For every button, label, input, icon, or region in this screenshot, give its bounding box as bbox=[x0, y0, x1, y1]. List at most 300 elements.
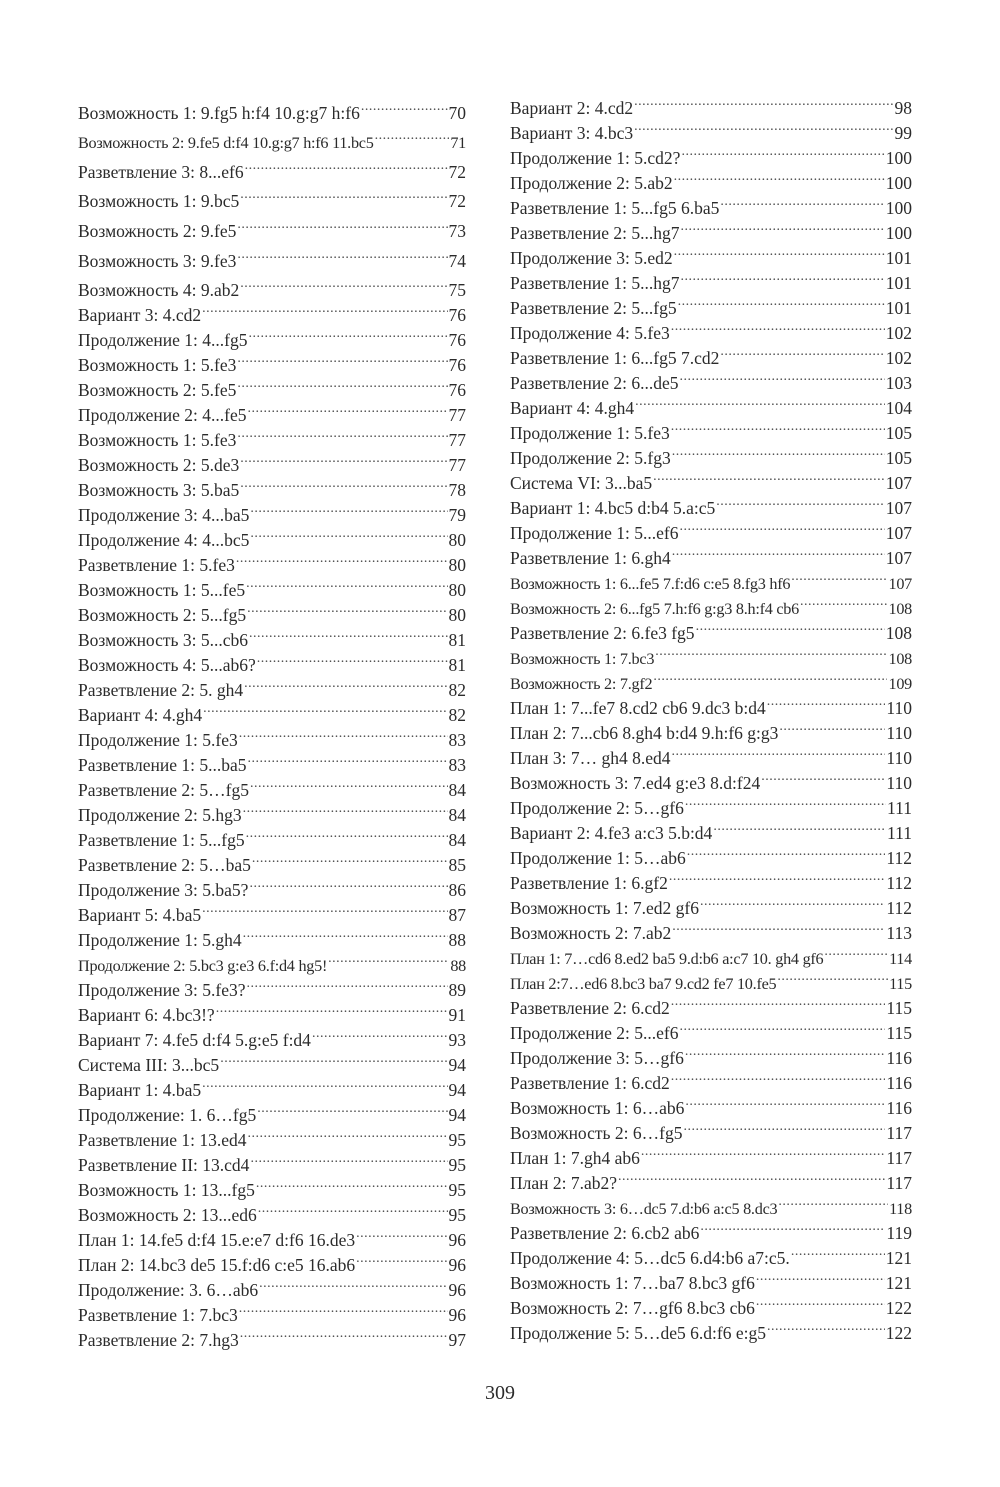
toc-entry-page: 86 bbox=[448, 880, 466, 901]
toc-entry-page: 117 bbox=[886, 1173, 912, 1193]
toc-entry-page: 108 bbox=[888, 600, 912, 618]
toc-entry-page: 96 bbox=[448, 1230, 466, 1251]
toc-entry-title: Возможность 2: 6…fg5 bbox=[510, 1123, 683, 1143]
toc-entry-title: Вариант 1: 4.bc5 d:b4 5.a:c5 bbox=[510, 498, 716, 518]
toc-entry-page: 80 bbox=[448, 555, 466, 576]
toc-leader bbox=[756, 1289, 885, 1314]
toc-entry-page: 98 bbox=[894, 98, 912, 118]
toc-leader bbox=[720, 339, 884, 364]
toc-leader bbox=[244, 671, 447, 696]
toc-entry-title: Продолжение: 3. 6…ab6 bbox=[78, 1280, 259, 1301]
toc-leader bbox=[685, 1039, 886, 1064]
toc-entry-page: 96 bbox=[448, 1305, 466, 1326]
toc-entry-title: Продолжение 1: 5.cd2? bbox=[510, 148, 681, 168]
toc-entry-page: 100 bbox=[885, 223, 912, 243]
toc-entry-title: Вариант 7: 4.fe5 d:f4 5.g:e5 f:d4 bbox=[78, 1030, 311, 1051]
toc-entry-page: 80 bbox=[448, 605, 466, 626]
toc-leader bbox=[716, 489, 885, 514]
toc-leader bbox=[328, 946, 449, 971]
toc-entry-title: Возможность 2: 5.fe5 bbox=[78, 380, 237, 401]
toc-entry-page: 95 bbox=[448, 1180, 466, 1201]
toc-entry-page: 107 bbox=[885, 548, 912, 568]
toc-entry-title: Возможность 1: 7.ed2 gf6 bbox=[510, 898, 699, 918]
toc-entry-title: Возможность 4: 5...ab6? bbox=[78, 655, 256, 676]
toc-leader bbox=[240, 446, 447, 471]
toc-entry-title: Разветвление 1: 5...fg5 bbox=[78, 830, 245, 851]
toc-entry-page: 110 bbox=[886, 773, 912, 793]
toc-leader bbox=[779, 714, 885, 739]
toc-entry-title: Продолжение 1: 5...ef6 bbox=[510, 523, 679, 543]
toc-entry-title: Разветвление 1: 7.bc3 bbox=[78, 1305, 238, 1326]
toc-leader bbox=[683, 1114, 885, 1139]
toc-entry-title: Продолжение 1: 5.fe3 bbox=[510, 423, 670, 443]
toc-entry-title: Возможность 1: 7…ba7 8.bc3 gf6 bbox=[510, 1273, 755, 1293]
toc-entry-title: План 1: 7.gh4 ab6 bbox=[510, 1148, 640, 1168]
toc-entry-title: Возможность 3: 5...cb6 bbox=[78, 630, 249, 651]
toc-entry-title: Продолжение 2: 5...ef6 bbox=[510, 1023, 679, 1043]
toc-entry-title: Возможность 2: 9.fe5 bbox=[78, 220, 237, 241]
toc-entry-page: 77 bbox=[448, 430, 466, 451]
toc-leader bbox=[248, 396, 448, 421]
toc-right-column bbox=[510, 89, 912, 1343]
toc-entry-page: 80 bbox=[448, 530, 466, 551]
toc-entry-page: 94 bbox=[448, 1055, 466, 1076]
toc-entry-page: 111 bbox=[887, 798, 912, 818]
toc-leader bbox=[257, 646, 448, 671]
page-number: 309 bbox=[485, 1382, 515, 1404]
toc-leader bbox=[678, 289, 885, 314]
toc-leader bbox=[687, 839, 886, 864]
toc-entry-title: Разветвление 2: 7.hg3 bbox=[78, 1330, 239, 1351]
toc-leader bbox=[259, 1271, 447, 1296]
toc-entry-page: 115 bbox=[886, 1023, 912, 1043]
toc-entry-page: 71 bbox=[450, 134, 466, 153]
toc-entry-page: 76 bbox=[448, 355, 466, 376]
toc-entry-title: Разветвление 2: 6.cd2 bbox=[510, 998, 670, 1018]
toc-leader bbox=[674, 239, 885, 264]
toc-leader bbox=[767, 689, 886, 714]
toc-entry-page: 84 bbox=[448, 830, 466, 851]
toc-entry-page: 76 bbox=[448, 330, 466, 351]
toc-entry-page: 72 bbox=[448, 191, 466, 212]
toc-leader bbox=[250, 496, 447, 521]
toc-entry-title: Вариант 3: 4.cd2 bbox=[78, 305, 202, 326]
toc-entry-page: 85 bbox=[448, 855, 466, 876]
toc-entry-title: План 2:7…ed6 8.bc3 ba7 9.cd2 fe7 10.fe5 bbox=[510, 975, 777, 993]
toc-leader bbox=[246, 821, 448, 846]
toc-entry-page: 116 bbox=[886, 1073, 912, 1093]
toc-entry-title: Продолжение 2: 5…gf6 bbox=[510, 798, 684, 818]
toc-entry-title: Разветвление 2: 6...de5 bbox=[510, 373, 679, 393]
toc-leader bbox=[202, 296, 447, 321]
toc-leader bbox=[237, 371, 447, 396]
toc-entry-page: 114 bbox=[889, 950, 912, 968]
toc-entry-page: 96 bbox=[448, 1280, 466, 1301]
toc-entry-page: 77 bbox=[448, 405, 466, 426]
toc-leader bbox=[245, 148, 448, 178]
toc-entry-title: Разветвление 1: 5...fg5 6.ba5 bbox=[510, 198, 720, 218]
toc-entry-title: Возможность 2: 7…gf6 8.bc3 cb6 bbox=[510, 1298, 755, 1318]
toc-entry-page: 112 bbox=[886, 848, 912, 868]
toc-entry-page: 101 bbox=[885, 248, 912, 268]
toc-entry-page: 112 bbox=[886, 898, 912, 918]
toc-leader bbox=[800, 589, 887, 614]
toc-entry-title: План 1: 7...fe7 8.cd2 cb6 9.dc3 b:d4 bbox=[510, 698, 766, 718]
toc-leader bbox=[700, 889, 885, 914]
toc-entry-page: 110 bbox=[886, 723, 912, 743]
toc-entry-title: Разветвление 1: 6.gh4 bbox=[510, 548, 671, 568]
toc-entry-title: Возможность 1: 5.fe3 bbox=[78, 355, 237, 376]
toc-entry-page: 73 bbox=[448, 220, 466, 241]
toc-entry-title: Продолжение 4: 5.fe3 bbox=[510, 323, 670, 343]
toc-entry-title: Вариант 5: 4.ba5 bbox=[78, 905, 202, 926]
toc-entry-title: Возможность 1: 5.fe3 bbox=[78, 430, 237, 451]
toc-leader bbox=[634, 89, 893, 114]
toc-entry-title: Возможность 3: 5.ba5 bbox=[78, 480, 240, 501]
toc-entry-title: Продолжение: 1. 6…fg5 bbox=[78, 1105, 257, 1126]
toc-entry-page: 102 bbox=[885, 323, 912, 343]
toc-entry-page: 82 bbox=[448, 705, 466, 726]
toc-entry-title: Продолжение 3: 5…gf6 bbox=[510, 1048, 684, 1068]
toc-entry-title: Разветвление 1: 5...ba5 bbox=[78, 755, 247, 776]
toc-leader bbox=[672, 439, 885, 464]
toc-leader bbox=[240, 267, 447, 297]
toc-leader bbox=[356, 1221, 447, 1246]
toc-entry-title: Возможность 3: 6…dc5 7.d:b6 a:c5 8.dc3 bbox=[510, 1200, 778, 1218]
toc-leader bbox=[256, 1171, 448, 1196]
toc-leader bbox=[237, 346, 447, 371]
toc-entry-page: 101 bbox=[885, 298, 912, 318]
toc-leader bbox=[777, 964, 888, 989]
toc-entry-title: Разветвление 2: 5…ba5 bbox=[78, 855, 251, 876]
toc-entry-page: 79 bbox=[448, 505, 466, 526]
toc-entry-title: Продолжение 3: 5.fe3? bbox=[78, 980, 246, 1001]
toc-entry-page: 113 bbox=[886, 923, 912, 943]
toc-entry-title: Вариант 2: 4.cd2 bbox=[510, 98, 634, 118]
toc-leader bbox=[248, 746, 448, 771]
toc-entry-page: 102 bbox=[885, 348, 912, 368]
toc-leader bbox=[202, 1071, 447, 1096]
toc-leader bbox=[203, 696, 447, 721]
toc-entry-title: Возможность 1: 13...fg5 bbox=[78, 1180, 255, 1201]
toc-leader bbox=[248, 321, 447, 346]
toc-entry-title: Разветвление 1: 6.cd2 bbox=[510, 1073, 670, 1093]
toc-leader bbox=[700, 1214, 885, 1239]
toc-entry-page: 115 bbox=[889, 975, 912, 993]
toc-entry-title: Разветвление 2: 6.cb2 ab6 bbox=[510, 1223, 700, 1243]
toc-leader bbox=[236, 546, 448, 571]
toc-leader bbox=[681, 139, 884, 164]
toc-entry-page: 83 bbox=[448, 755, 466, 776]
toc-leader bbox=[671, 1064, 886, 1089]
toc-entry-title: Разветвление 2: 5…fg5 bbox=[78, 780, 249, 801]
toc-entry-page: 75 bbox=[448, 280, 466, 301]
toc-leader bbox=[791, 1239, 885, 1264]
toc-leader bbox=[685, 789, 886, 814]
toc-leader bbox=[653, 664, 887, 689]
toc-leader bbox=[672, 539, 885, 564]
toc-entry-title: Система VI: 3...ba5 bbox=[510, 473, 653, 493]
toc-entry-title: Продолжение 2: 5.bc3 g:e3 6.f:d4 hg5! bbox=[78, 957, 328, 976]
toc-entry-title: Разветвление II: 13.cd4 bbox=[78, 1155, 250, 1176]
toc-entry-page: 81 bbox=[448, 655, 466, 676]
toc-leader bbox=[634, 114, 893, 139]
toc-entry-title: Разветвление 1: 5...hg7 bbox=[510, 273, 680, 293]
toc-leader bbox=[246, 571, 447, 596]
toc-leader bbox=[312, 1021, 448, 1046]
toc-entry-title: Возможность 1: 6...fe5 7.f:d6 c:e5 8.fg3 hf6 bbox=[510, 575, 791, 593]
toc-leader bbox=[247, 596, 447, 621]
toc-entry-title: Разветвление 2: 5...hg7 bbox=[510, 223, 680, 243]
toc-entry-page: 122 bbox=[885, 1323, 912, 1343]
toc-leader bbox=[250, 521, 447, 546]
toc-entry-title: Продолжение 4: 5…dc5 6.d4:b6 a7:c5. bbox=[510, 1248, 790, 1268]
toc-leader bbox=[681, 264, 885, 289]
toc-entry-page: 72 bbox=[448, 161, 466, 182]
toc-entry-page: 76 bbox=[448, 305, 466, 326]
toc-entry-title: Возможность 1: 9.fg5 h:f4 10.g:g7 h:f6 bbox=[78, 102, 360, 123]
toc-entry-title: Продолжение 1: 4...fg5 bbox=[78, 330, 248, 351]
toc-leader bbox=[681, 214, 885, 239]
toc-entry bbox=[78, 89, 466, 123]
toc-leader bbox=[672, 739, 886, 764]
toc-entry-page: 88 bbox=[448, 930, 466, 951]
toc-entry-page: 94 bbox=[448, 1105, 466, 1126]
toc-entry-page: 80 bbox=[448, 580, 466, 601]
toc-entry-page: 116 bbox=[886, 1048, 912, 1068]
toc-leader bbox=[756, 1264, 885, 1289]
toc-entry-title: Вариант 4: 4.gh4 bbox=[510, 398, 635, 418]
toc-leader bbox=[680, 1014, 886, 1039]
toc-entry-title: Вариант 3: 4.bc3 bbox=[510, 123, 634, 143]
toc-entry-page: 104 bbox=[885, 398, 912, 418]
toc-leader bbox=[655, 639, 887, 664]
toc-leader bbox=[761, 764, 885, 789]
toc-entry-title: Возможность 3: 7.ed4 g:e3 8.d:f24 bbox=[510, 773, 761, 793]
toc-entry-title: План 2: 14.bc3 de5 15.f:d6 c:e5 16.ab6 bbox=[78, 1255, 356, 1276]
toc-leader bbox=[791, 564, 887, 589]
toc-entry-title: Продолжение 1: 5.fe3 bbox=[78, 730, 238, 751]
toc-entry-page: 100 bbox=[885, 198, 912, 218]
toc-entry-page: 108 bbox=[888, 650, 912, 668]
toc-entry-page: 105 bbox=[885, 423, 912, 443]
toc-entry-title: Возможность 1: 9.bc5 bbox=[78, 191, 240, 212]
toc-entry-page: 84 bbox=[448, 780, 466, 801]
toc-entry-title: Вариант 1: 4.ba5 bbox=[78, 1080, 202, 1101]
toc-entry-page: 94 bbox=[448, 1080, 466, 1101]
toc-left-column bbox=[78, 89, 466, 1351]
toc-entry-page: 119 bbox=[886, 1223, 912, 1243]
toc-leader bbox=[671, 989, 886, 1014]
toc-leader bbox=[258, 1196, 448, 1221]
toc-leader bbox=[239, 1296, 448, 1321]
toc-entry-title: Продолжение 2: 5.hg3 bbox=[78, 805, 242, 826]
toc-entry-title: Возможность 3: 9.fe3 bbox=[78, 250, 237, 271]
toc-leader bbox=[674, 164, 885, 189]
toc-entry-title: Возможность 2: 5.de3 bbox=[78, 455, 240, 476]
toc-entry-page: 109 bbox=[888, 675, 912, 693]
toc-leader bbox=[672, 914, 885, 939]
toc-entry-page: 83 bbox=[448, 730, 466, 751]
toc-entry-page: 95 bbox=[448, 1155, 466, 1176]
toc-entry-title: Продолжение 4: 4...bc5 bbox=[78, 530, 250, 551]
toc-leader bbox=[653, 464, 885, 489]
toc-entry-title: Возможность 1: 6…ab6 bbox=[510, 1098, 685, 1118]
toc-entry-page: 100 bbox=[885, 148, 912, 168]
toc-leader bbox=[696, 614, 885, 639]
toc-entry-title: Возможность 4: 9.ab2 bbox=[78, 280, 240, 301]
toc-entry-title: Разветвление 1: 13.ed4 bbox=[78, 1130, 247, 1151]
toc-leader bbox=[240, 178, 447, 208]
toc-entry-title: Продолжение 2: 5.ab2 bbox=[510, 173, 673, 193]
toc-entry-title: План 3: 7… gh4 8.ed4 bbox=[510, 748, 671, 768]
toc-entry-page: 107 bbox=[885, 498, 912, 518]
toc-entry-title: План 1: 14.fe5 d:f4 15.e:e7 d:f6 16.de3 bbox=[78, 1230, 356, 1251]
toc-entry-page: 74 bbox=[448, 250, 466, 271]
toc-entry-page: 118 bbox=[889, 1200, 912, 1218]
toc-leader bbox=[375, 119, 450, 149]
toc-leader bbox=[641, 1139, 886, 1164]
toc-entry-title: Возможность 1: 7.bc3 bbox=[510, 650, 655, 668]
toc-leader bbox=[220, 1046, 447, 1071]
toc-leader bbox=[635, 389, 885, 414]
toc-entry-page: 112 bbox=[886, 873, 912, 893]
toc-leader bbox=[720, 189, 884, 214]
toc-leader bbox=[240, 1321, 448, 1346]
toc-leader bbox=[237, 421, 447, 446]
toc-entry-page: 99 bbox=[894, 123, 912, 143]
toc-leader bbox=[778, 1189, 888, 1214]
toc-leader bbox=[240, 471, 447, 496]
toc-leader bbox=[680, 364, 885, 389]
toc-entry-title: Продолжение 1: 5…ab6 bbox=[510, 848, 686, 868]
toc-leader bbox=[685, 1089, 885, 1114]
toc-leader bbox=[671, 414, 885, 439]
toc-entry-page: 101 bbox=[885, 273, 912, 293]
toc-entry-page: 110 bbox=[886, 698, 912, 718]
toc-entry-page: 121 bbox=[885, 1273, 912, 1293]
toc-entry-title: Разветвление 2: 6.fe3 fg5 bbox=[510, 623, 695, 643]
toc-entry-page: 96 bbox=[448, 1255, 466, 1276]
toc-entry-page: 107 bbox=[885, 523, 912, 543]
toc-entry-page: 91 bbox=[448, 1005, 466, 1026]
toc-entry-title: План 2: 7...cb6 8.gh4 b:d4 9.h:f6 g:g3 bbox=[510, 723, 779, 743]
toc-entry-page: 88 bbox=[450, 957, 466, 976]
toc-leader bbox=[239, 721, 448, 746]
toc-entry-title: Возможность 2: 5...fg5 bbox=[78, 605, 247, 626]
toc-entry-title: Продолжение 3: 4...ba5 bbox=[78, 505, 250, 526]
toc-entry-page: 95 bbox=[448, 1130, 466, 1151]
toc-entry-page: 95 bbox=[448, 1205, 466, 1226]
toc-leader bbox=[618, 1164, 885, 1189]
toc-entry-page: 122 bbox=[885, 1298, 912, 1318]
toc-entry-page: 115 bbox=[886, 998, 912, 1018]
toc-entry-title: Продолжение 1: 5.gh4 bbox=[78, 930, 242, 951]
toc-leader bbox=[824, 939, 888, 964]
toc-leader bbox=[249, 871, 447, 896]
toc-entry-title: Разветвление 2: 5. gh4 bbox=[78, 680, 244, 701]
toc-entry-page: 70 bbox=[448, 102, 466, 123]
toc-entry-page: 76 bbox=[448, 380, 466, 401]
toc-leader bbox=[356, 1246, 447, 1271]
toc-leader bbox=[713, 814, 886, 839]
toc-leader bbox=[361, 89, 448, 119]
toc-entry-title: Система III: 3...bc5 bbox=[78, 1055, 220, 1076]
toc-leader bbox=[243, 921, 448, 946]
toc-entry-title: Продолжение 3: 5.ba5? bbox=[78, 880, 249, 901]
toc-entry-title: Продолжение 3: 5.ed2 bbox=[510, 248, 673, 268]
toc-entry-page: 84 bbox=[448, 805, 466, 826]
toc-entry-title: Возможность 2: 6...fg5 7.h:f6 g:g3 8.h:f4 cb6 bbox=[510, 600, 799, 618]
toc-entry-page: 116 bbox=[886, 1098, 912, 1118]
toc-entry-page: 107 bbox=[888, 575, 912, 593]
toc-entry-page: 111 bbox=[887, 823, 912, 843]
toc-leader bbox=[767, 1314, 885, 1339]
toc-entry-page: 103 bbox=[885, 373, 912, 393]
toc-entry-title: Возможность 2: 9.fe5 d:f4 10.g:g7 h:f6 11.bc5 bbox=[78, 134, 374, 153]
toc-leader bbox=[680, 514, 885, 539]
toc-entry-page: 121 bbox=[885, 1248, 912, 1268]
toc-leader bbox=[237, 207, 447, 237]
toc-entry-title: Вариант 6: 4.bc3!? bbox=[78, 1005, 215, 1026]
toc-leader bbox=[249, 621, 447, 646]
toc-entry-page: 105 bbox=[885, 448, 912, 468]
toc-entry-title: План 2: 7.ab2? bbox=[510, 1173, 618, 1193]
toc-entry-page: 100 bbox=[885, 173, 912, 193]
toc-entry-page: 81 bbox=[448, 630, 466, 651]
toc-leader bbox=[669, 864, 886, 889]
toc-entry-title: Возможность 2: 7.gf2 bbox=[510, 675, 653, 693]
toc-entry-title: Разветвление 1: 5.fe3 bbox=[78, 555, 235, 576]
toc-entry-title: Вариант 4: 4.gh4 bbox=[78, 705, 203, 726]
toc-entry-title: Продолжение 2: 4...fe5 bbox=[78, 405, 247, 426]
toc-entry-title: Возможность 2: 7.ab2 bbox=[510, 923, 672, 943]
toc-entry-title: Продолжение 2: 5.fg3 bbox=[510, 448, 671, 468]
toc-leader bbox=[257, 1096, 447, 1121]
toc-leader bbox=[237, 237, 447, 267]
toc-entry-title: Вариант 2: 4.fe3 a:c3 5.b:d4 bbox=[510, 823, 713, 843]
toc-entry-page: 87 bbox=[448, 905, 466, 926]
toc-entry-title: Возможность 1: 5...fe5 bbox=[78, 580, 246, 601]
toc-leader bbox=[243, 796, 448, 821]
toc-entry-page: 117 bbox=[886, 1148, 912, 1168]
toc-entry-page: 107 bbox=[885, 473, 912, 493]
toc-entry-title: Разветвление 3: 8...ef6 bbox=[78, 161, 244, 182]
toc-entry-title: План 1: 7…cd6 8.ed2 ba5 9.d:b6 a:c7 10. gh4 gf6 bbox=[510, 950, 824, 968]
toc-entry-title: Разветвление 1: 6...fg5 7.cd2 bbox=[510, 348, 720, 368]
toc-entry-page: 78 bbox=[448, 480, 466, 501]
toc-leader bbox=[248, 1121, 448, 1146]
toc-entry-page: 110 bbox=[886, 748, 912, 768]
toc-entry-page: 82 bbox=[448, 680, 466, 701]
toc-entry bbox=[510, 89, 912, 118]
toc-entry-page: 89 bbox=[448, 980, 466, 1001]
toc-leader bbox=[202, 896, 447, 921]
toc-entry-title: Разветвление 1: 6.gf2 bbox=[510, 873, 668, 893]
toc-leader bbox=[216, 996, 448, 1021]
toc-entry-page: 93 bbox=[448, 1030, 466, 1051]
toc-entry-page: 77 bbox=[448, 455, 466, 476]
toc-entry-title: Продолжение 5: 5…de5 6.d:f6 e:g5 bbox=[510, 1323, 766, 1343]
toc-leader bbox=[247, 971, 448, 996]
toc-leader bbox=[252, 846, 448, 871]
toc-leader bbox=[671, 314, 885, 339]
toc-entry-page: 97 bbox=[448, 1330, 466, 1351]
toc-entry-page: 108 bbox=[885, 623, 912, 643]
toc-entry-page: 117 bbox=[886, 1123, 912, 1143]
toc-entry-title: Разветвление 2: 5...fg5 bbox=[510, 298, 677, 318]
toc-leader bbox=[250, 771, 448, 796]
